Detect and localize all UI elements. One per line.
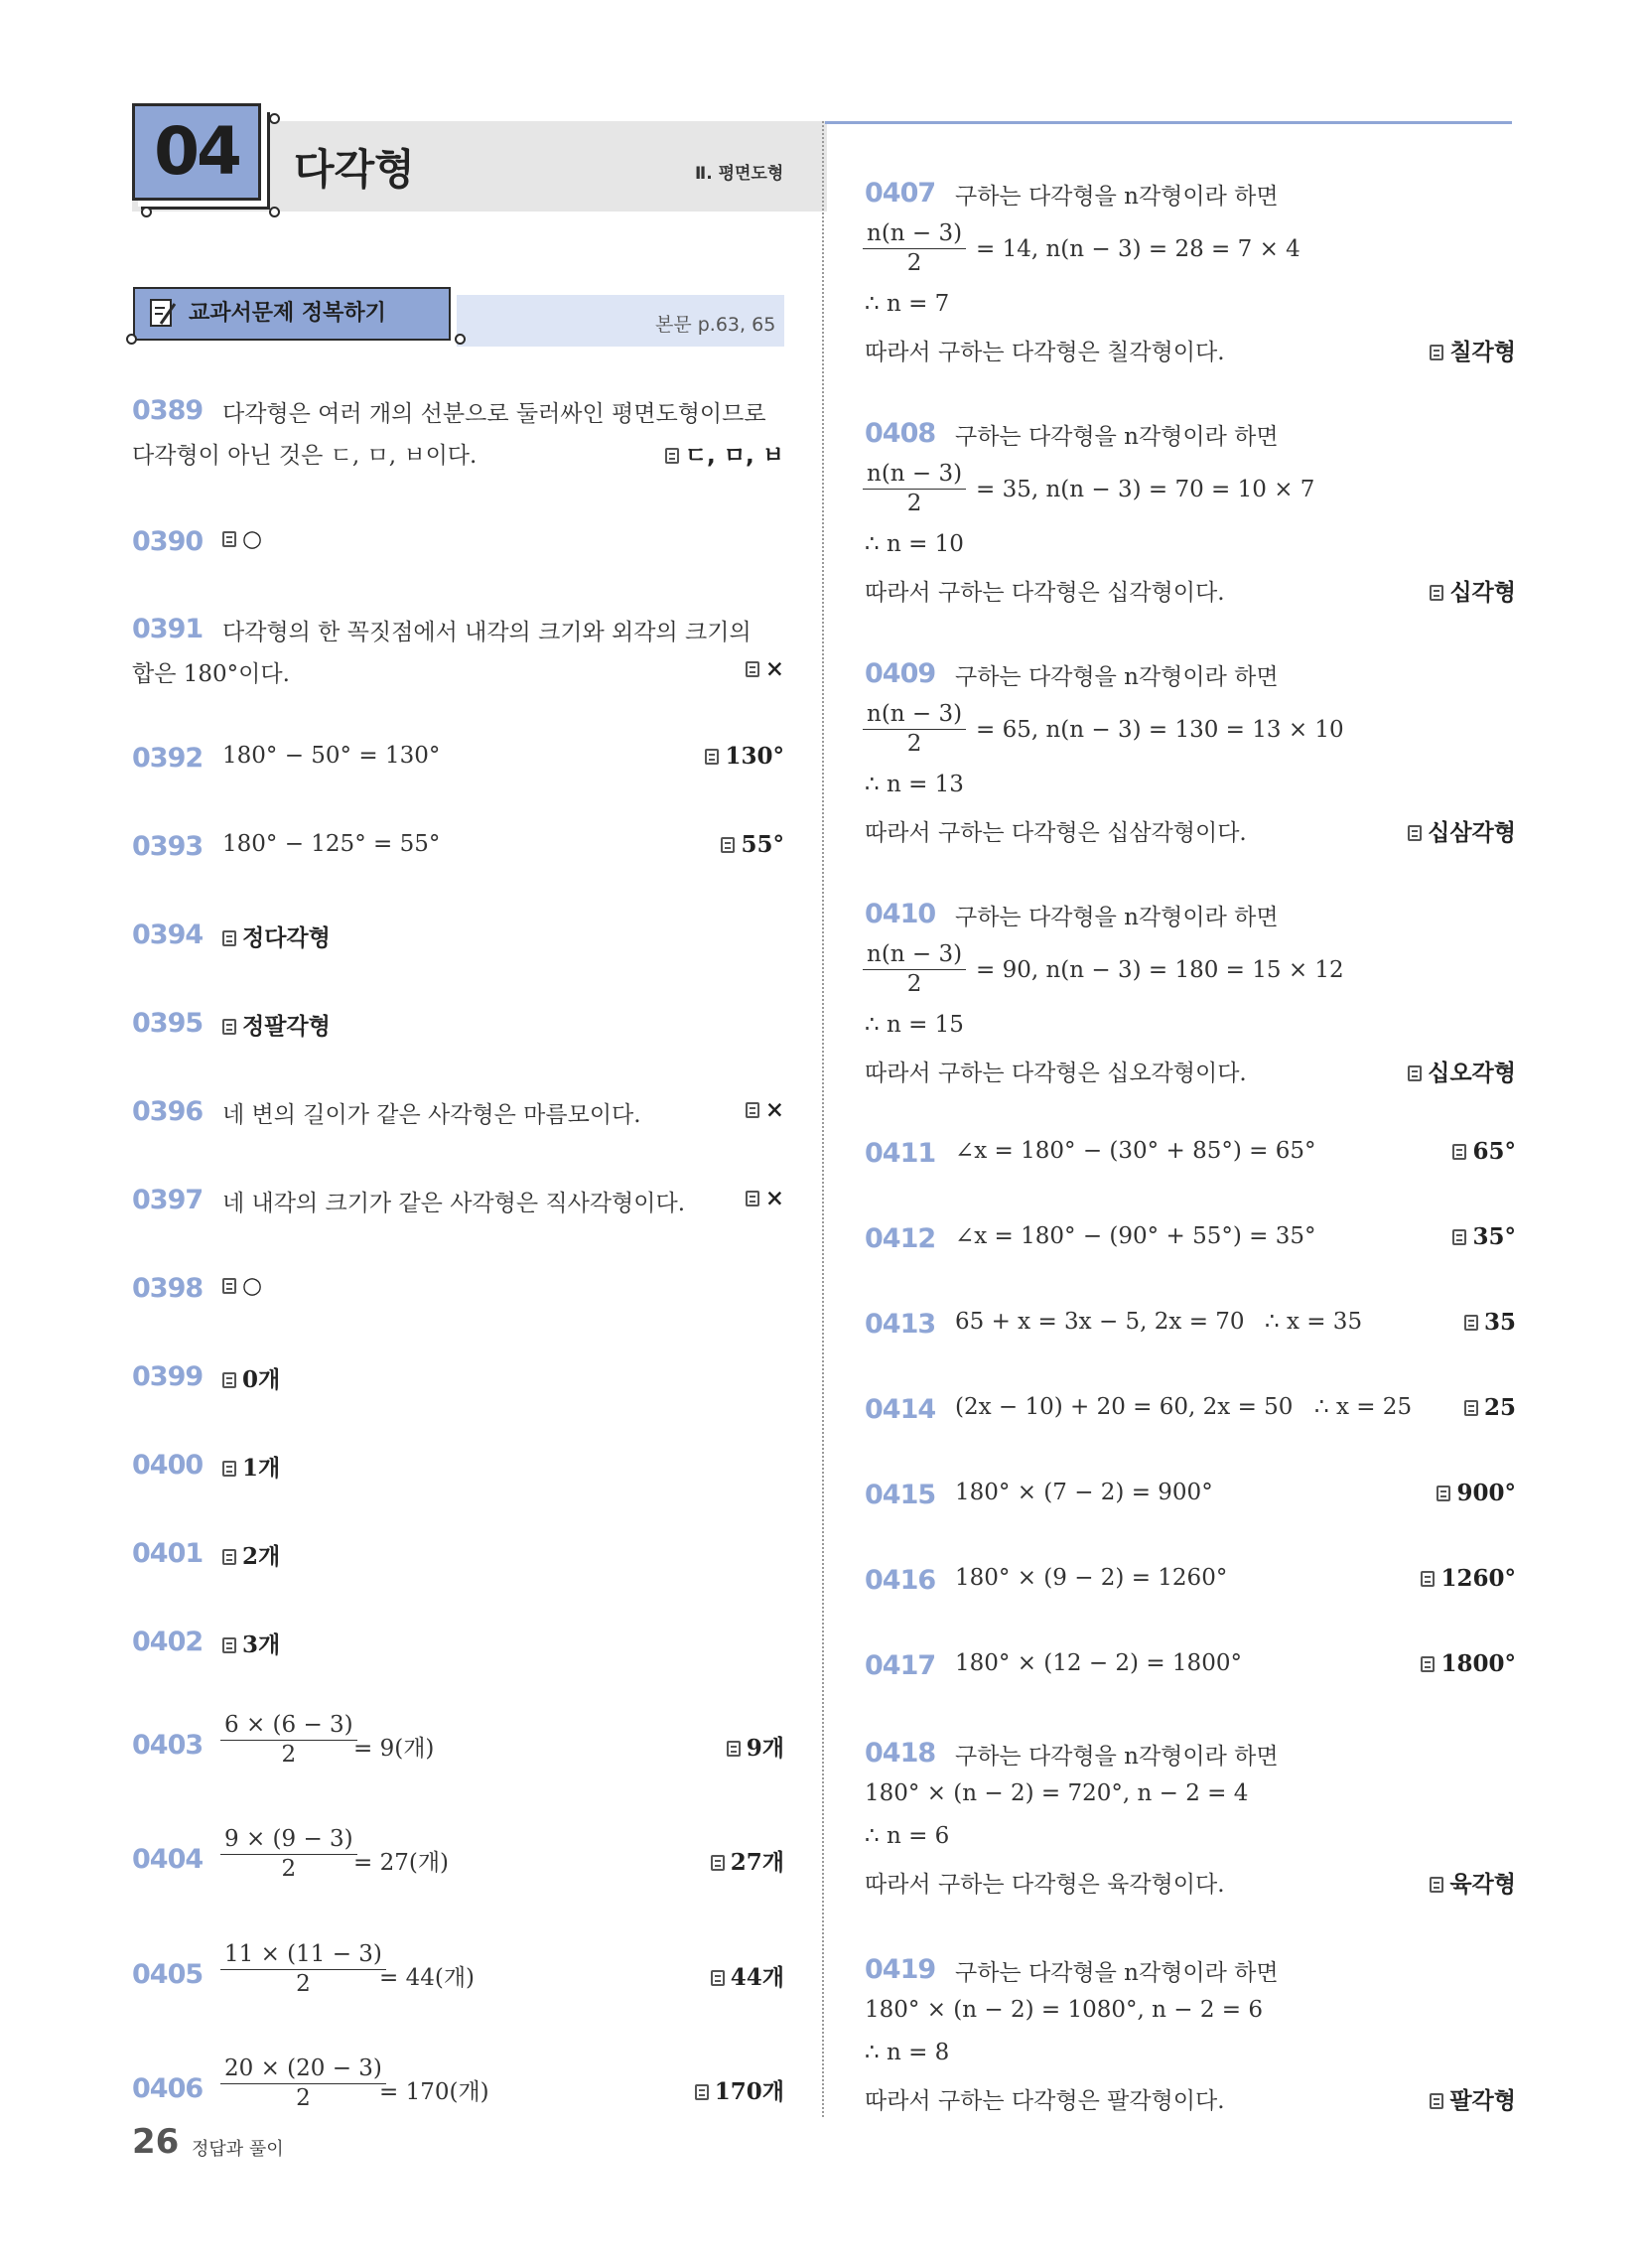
answer: 1개	[222, 1450, 280, 1483]
answer-icon	[1421, 1571, 1435, 1587]
answer-icon	[222, 531, 236, 547]
problem-text: 네 내각의 크기가 같은 사각형은 직사각형이다.	[222, 1191, 686, 1216]
problem-text: 따라서 구하는 다각형은 칠각형이다.	[865, 340, 1225, 365]
problem-number: 0406	[132, 2073, 204, 2104]
problem-number: 0398	[132, 1273, 204, 1304]
problem-text: 180° − 125° = 55°	[222, 831, 441, 857]
problem-number: 0390	[132, 526, 204, 557]
answer-icon	[746, 661, 759, 677]
problem-number: 0392	[132, 743, 204, 774]
answer-icon	[1421, 1656, 1435, 1672]
answer-icon	[721, 837, 735, 853]
answer-icon	[711, 1855, 725, 1871]
answer: 170개	[695, 2073, 784, 2106]
answer: 55°	[721, 831, 784, 858]
corner-dot-icon	[269, 113, 280, 124]
corner-dot-icon	[141, 207, 152, 217]
problem-number: 0401	[132, 1538, 204, 1569]
problem-number: 0409	[865, 658, 936, 689]
problem-text: 구하는 다각형을 n각형이라 하면	[955, 664, 1279, 690]
answer-icon	[1437, 1486, 1450, 1501]
answer-icon	[222, 1372, 236, 1388]
answer-icon	[1452, 1229, 1466, 1245]
answer: 십각형	[1430, 574, 1516, 607]
problem-number: 0411	[865, 1138, 936, 1169]
problem-text: 다각형이 아닌 것은 ㄷ, ㅁ, ㅂ이다.	[132, 443, 478, 469]
problem-text: 구하는 다각형을 n각형이라 하면	[955, 424, 1279, 450]
answer: 육각형	[1430, 1866, 1516, 1899]
problem-text: 구하는 다각형을 n각형이라 하면	[955, 184, 1279, 210]
answer-icon	[746, 1191, 759, 1206]
problem-number: 0393	[132, 831, 204, 862]
problem-text: 180° × (12 − 2) = 1800°	[955, 1650, 1242, 1676]
problem-number: 0397	[132, 1185, 204, 1215]
problem-text: 네 변의 길이가 같은 사각형은 마름모이다.	[222, 1102, 641, 1128]
answer: 정팔각형	[222, 1008, 331, 1041]
footer-label: 정답과 풀이	[192, 2139, 284, 2160]
problem-number: 0416	[865, 1565, 936, 1596]
problem-text: ∴ x = 25	[1314, 1394, 1413, 1420]
answer-icon	[222, 1278, 236, 1294]
pencil-note-icon	[149, 296, 177, 330]
fraction: $\frac{11 \times (11 - 3)}{2}$	[220, 1939, 386, 1998]
problem-text: 180° × (n − 2) = 1080°, n − 2 = 6	[865, 1997, 1263, 2023]
fraction: $\frac{n(n - 3)}{2}$	[863, 699, 966, 758]
problem-text: = 9(개)	[353, 1736, 435, 1762]
answer-icon	[1464, 1400, 1478, 1416]
answer-icon	[1464, 1315, 1478, 1331]
corner-dot-icon	[455, 334, 466, 345]
section-title: 교과서문제 정복하기	[133, 287, 451, 341]
problem-number: 0389	[132, 395, 204, 426]
problem-number: 0415	[865, 1480, 936, 1510]
answer-icon	[1452, 1144, 1466, 1160]
problem-text: 따라서 구하는 다각형은 십오각형이다.	[865, 1061, 1247, 1086]
problem-number: 0418	[865, 1738, 936, 1769]
fraction: $\frac{6 \times (6 - 3)}{2}$	[220, 1710, 357, 1769]
answer: ×	[746, 655, 784, 682]
answer-icon	[222, 1461, 236, 1477]
problem-number: 0413	[865, 1309, 936, 1340]
problem-text: ∴ n = 15	[865, 1012, 964, 1038]
answer-icon	[727, 1741, 741, 1757]
answer-icon	[746, 1102, 759, 1118]
problem-text: 180° − 50° = 130°	[222, 743, 441, 769]
answer: 칠각형	[1430, 334, 1516, 366]
problem-text: = 14, n(n − 3) = 28 = 7 × 4	[976, 236, 1300, 262]
fraction: $\frac{9 \times (9 - 3)}{2}$	[220, 1824, 357, 1883]
problem-text: = 35, n(n − 3) = 70 = 10 × 7	[976, 477, 1315, 502]
answer: 35	[1464, 1309, 1516, 1336]
answer: 팔각형	[1430, 2082, 1516, 2115]
problem-text: 합은 180°이다.	[132, 661, 290, 687]
answer: 1260°	[1421, 1565, 1516, 1592]
answer-icon	[711, 1970, 725, 1986]
problem-text: ∴ x = 35	[1265, 1309, 1363, 1335]
problem-number: 0407	[865, 178, 936, 209]
answer: ×	[746, 1096, 784, 1123]
unit-label: Ⅱ. 평면도형	[695, 164, 784, 184]
problem-text: = 27(개)	[353, 1850, 450, 1876]
problem-number: 0417	[865, 1650, 936, 1681]
answer-icon	[222, 1549, 236, 1565]
answer: ×	[746, 1185, 784, 1211]
problem-text: ∴ n = 8	[865, 2040, 950, 2065]
answer: 65°	[1452, 1138, 1516, 1165]
problem-number: 0404	[132, 1844, 204, 1875]
answer-icon	[1430, 345, 1443, 360]
chapter-number: 04	[132, 103, 261, 201]
problem-number: 0402	[132, 1627, 204, 1657]
problem-number: 0391	[132, 614, 204, 644]
answer-icon	[1430, 2093, 1443, 2109]
problem-text: 따라서 구하는 다각형은 육각형이다.	[865, 1872, 1225, 1898]
problem-number: 0410	[865, 899, 936, 929]
top-rule	[825, 121, 1512, 124]
problem-number: 0394	[132, 920, 204, 950]
corner-dot-icon	[269, 207, 280, 217]
answer-icon	[222, 1019, 236, 1035]
problem-text: = 44(개)	[379, 1965, 476, 1991]
answer: 0개	[222, 1361, 280, 1394]
answer: 27개	[711, 1844, 784, 1877]
problem-text: 구하는 다각형을 n각형이라 하면	[955, 905, 1279, 930]
problem-text: ∴ n = 10	[865, 531, 964, 557]
fraction: $\frac{n(n - 3)}{2}$	[863, 459, 966, 517]
problem-number: 0414	[865, 1394, 936, 1425]
corner-dot-icon	[126, 334, 137, 345]
problem-text: 180° × (n − 2) = 720°, n − 2 = 4	[865, 1780, 1249, 1806]
answer: 44개	[711, 1959, 784, 1992]
answer-icon	[1408, 1065, 1422, 1081]
fraction: $\frac{20 \times (20 - 3)}{2}$	[220, 2054, 386, 2112]
chapter-title: 다각형	[294, 145, 415, 194]
column-divider	[822, 121, 824, 2117]
answer: 130°	[705, 743, 784, 770]
answer-icon	[1430, 1877, 1443, 1893]
problem-text: 180° × (7 − 2) = 900°	[955, 1480, 1213, 1505]
problem-text: ∴ n = 13	[865, 772, 964, 797]
problem-number: 0403	[132, 1730, 204, 1761]
problem-text: 따라서 구하는 다각형은 십각형이다.	[865, 580, 1225, 606]
problem-text: ∴ n = 6	[865, 1823, 950, 1849]
problem-text: 65 + x = 3x − 5, 2x = 70	[955, 1309, 1245, 1335]
answer: 25	[1464, 1394, 1516, 1421]
page-number: 26	[132, 2122, 180, 2162]
problem-text: (2x − 10) + 20 = 60, 2x = 50	[955, 1394, 1294, 1420]
problem-number: 0405	[132, 1959, 204, 1990]
answer: ○	[222, 526, 262, 552]
problem-text: 구하는 다각형을 n각형이라 하면	[955, 1960, 1279, 1986]
problem-text: 구하는 다각형을 n각형이라 하면	[955, 1744, 1279, 1770]
fraction: $\frac{n(n - 3)}{2}$	[863, 939, 966, 998]
problem-text: 따라서 구하는 다각형은 팔각형이다.	[865, 2088, 1225, 2114]
fraction: $\frac{n(n - 3)}{2}$	[863, 218, 966, 277]
answer: 정다각형	[222, 920, 331, 952]
answer: 35°	[1452, 1223, 1516, 1250]
problem-text: 따라서 구하는 다각형은 십삼각형이다.	[865, 820, 1247, 846]
problem-number: 0412	[865, 1223, 936, 1254]
answer: 900°	[1437, 1480, 1516, 1506]
answer: 1800°	[1421, 1650, 1516, 1677]
problem-text: = 170(개)	[379, 2079, 489, 2105]
page-reference: 본문 p.63, 65	[655, 314, 776, 336]
problem-text: 다각형의 한 꼭짓점에서 내각의 크기와 외각의 크기의	[222, 620, 752, 645]
answer-icon	[665, 448, 679, 464]
problem-number: 0396	[132, 1096, 204, 1127]
answer-icon	[222, 1637, 236, 1653]
problem-number: 0399	[132, 1361, 204, 1392]
problem-text: ∴ n = 7	[865, 291, 950, 317]
answer-icon	[705, 749, 719, 765]
problem-text: 다각형은 여러 개의 선분으로 둘러싸인 평면도형이므로	[222, 401, 766, 427]
answer: 십오각형	[1408, 1055, 1516, 1087]
problem-number: 0419	[865, 1954, 936, 1985]
answer-icon	[222, 930, 236, 946]
answer-icon	[1408, 825, 1422, 841]
answer: 2개	[222, 1538, 280, 1571]
answer-icon	[695, 2084, 709, 2100]
problem-number: 0400	[132, 1450, 204, 1481]
problem-text: ∠x = 180° − (30° + 85°) = 65°	[955, 1138, 1316, 1164]
problem-text: ∠x = 180° − (90° + 55°) = 35°	[955, 1223, 1316, 1249]
problem-number: 0408	[865, 418, 936, 449]
problem-text: 180° × (9 − 2) = 1260°	[955, 1565, 1228, 1591]
problem-number: 0395	[132, 1008, 204, 1039]
answer: ○	[222, 1273, 262, 1299]
answer: 십삼각형	[1408, 814, 1516, 847]
problem-text: = 90, n(n − 3) = 180 = 15 × 12	[976, 957, 1344, 983]
answer: ㄷ, ㅁ, ㅂ	[665, 437, 784, 470]
answer: 9개	[727, 1730, 784, 1763]
answer: 3개	[222, 1627, 280, 1659]
problem-text: = 65, n(n − 3) = 130 = 13 × 10	[976, 717, 1344, 743]
answer-icon	[1430, 585, 1443, 601]
